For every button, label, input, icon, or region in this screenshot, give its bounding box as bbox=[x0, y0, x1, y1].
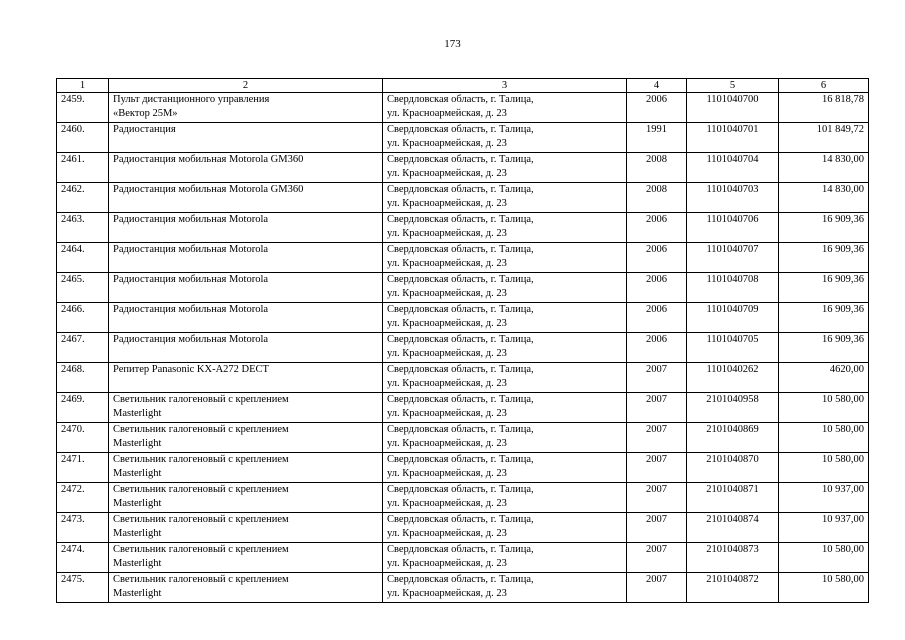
table-row bbox=[57, 513, 869, 543]
cost-cell: 10 580,00 bbox=[779, 543, 869, 573]
item-name-cell: Радиостанция мобильная Motorola bbox=[109, 213, 383, 243]
page-number: 173 bbox=[444, 38, 461, 50]
year-cell: 2007 bbox=[627, 483, 687, 513]
inventory-number-cell: 2101040871 bbox=[687, 483, 779, 513]
address-cell: Свердловская область, г. Талица, ул. Красноармейская, д. 23 bbox=[383, 93, 627, 123]
address-cell: Свердловская область, г. Талица, ул. Красноармейская, д. 23 bbox=[383, 243, 627, 273]
year-cell: 2006 bbox=[627, 273, 687, 303]
row-number-cell: 2468. bbox=[57, 363, 109, 393]
table-row bbox=[57, 363, 869, 393]
table-row bbox=[57, 213, 869, 243]
row-number-cell: 2467. bbox=[57, 333, 109, 363]
table-body bbox=[57, 93, 869, 603]
table-row bbox=[57, 483, 869, 513]
table-row bbox=[57, 123, 869, 153]
cost-cell: 10 937,00 bbox=[779, 483, 869, 513]
address-cell: Свердловская область, г. Талица, ул. Красноармейская, д. 23 bbox=[383, 183, 627, 213]
inventory-number-cell: 1101040700 bbox=[687, 93, 779, 123]
table-row bbox=[57, 423, 869, 453]
address-cell: Свердловская область, г. Талица, ул. Красноармейская, д. 23 bbox=[383, 363, 627, 393]
column-header: 5 bbox=[687, 79, 779, 93]
cost-cell: 14 830,00 bbox=[779, 153, 869, 183]
address-cell: Свердловская область, г. Талица, ул. Красноармейская, д. 23 bbox=[383, 303, 627, 333]
cost-cell: 14 830,00 bbox=[779, 183, 869, 213]
item-name-cell: Радиостанция мобильная Motorola bbox=[109, 303, 383, 333]
address-cell: Свердловская область, г. Талица, ул. Красноармейская, д. 23 bbox=[383, 543, 627, 573]
row-number-cell: 2475. bbox=[57, 573, 109, 603]
cost-cell: 16 909,36 bbox=[779, 333, 869, 363]
inventory-number-cell: 1101040707 bbox=[687, 243, 779, 273]
item-name-cell: Радиостанция мобильная Motorola bbox=[109, 243, 383, 273]
year-cell: 2006 bbox=[627, 213, 687, 243]
inventory-number-cell: 1101040708 bbox=[687, 273, 779, 303]
item-name-cell: Радиостанция мобильная Motorola bbox=[109, 333, 383, 363]
address-cell: Свердловская область, г. Талица, ул. Красноармейская, д. 23 bbox=[383, 393, 627, 423]
item-name-cell: Светильник галогеновый с креплением Masterlight bbox=[109, 573, 383, 603]
row-number-cell: 2466. bbox=[57, 303, 109, 333]
column-header: 6 bbox=[779, 79, 869, 93]
table-row bbox=[57, 393, 869, 423]
table-row bbox=[57, 273, 869, 303]
inventory-number-cell: 1101040704 bbox=[687, 153, 779, 183]
item-name-cell: Репитер Panasonic KX-A272 DECT bbox=[109, 363, 383, 393]
year-cell: 2007 bbox=[627, 363, 687, 393]
cost-cell: 16 909,36 bbox=[779, 213, 869, 243]
year-cell: 2006 bbox=[627, 333, 687, 363]
item-name-cell: Светильник галогеновый с креплением Masterlight bbox=[109, 543, 383, 573]
inventory-number-cell: 1101040262 bbox=[687, 363, 779, 393]
year-cell: 2007 bbox=[627, 393, 687, 423]
address-cell: Свердловская область, г. Талица, ул. Красноармейская, д. 23 bbox=[383, 123, 627, 153]
address-cell: Свердловская область, г. Талица, ул. Красноармейская, д. 23 bbox=[383, 333, 627, 363]
cost-cell: 10 580,00 bbox=[779, 453, 869, 483]
inventory-number-cell: 2101040869 bbox=[687, 423, 779, 453]
row-number-cell: 2465. bbox=[57, 273, 109, 303]
row-number-cell: 2473. bbox=[57, 513, 109, 543]
address-cell: Свердловская область, г. Талица, ул. Красноармейская, д. 23 bbox=[383, 453, 627, 483]
cost-cell: 16 909,36 bbox=[779, 303, 869, 333]
table-row bbox=[57, 93, 869, 123]
cost-cell: 10 937,00 bbox=[779, 513, 869, 543]
row-number-cell: 2472. bbox=[57, 483, 109, 513]
year-cell: 2007 bbox=[627, 453, 687, 483]
table-row bbox=[57, 153, 869, 183]
cost-cell: 10 580,00 bbox=[779, 573, 869, 603]
item-name-cell: Радиостанция мобильная Motorola GM360 bbox=[109, 183, 383, 213]
column-header: 3 bbox=[383, 79, 627, 93]
row-number-cell: 2471. bbox=[57, 453, 109, 483]
column-header: 4 bbox=[627, 79, 687, 93]
address-cell: Свердловская область, г. Талица, ул. Красноармейская, д. 23 bbox=[383, 513, 627, 543]
year-cell: 2006 bbox=[627, 93, 687, 123]
year-cell: 2007 bbox=[627, 513, 687, 543]
column-number-row bbox=[57, 79, 869, 93]
inventory-number-cell: 1101040703 bbox=[687, 183, 779, 213]
row-number-cell: 2461. bbox=[57, 153, 109, 183]
cost-cell: 10 580,00 bbox=[779, 423, 869, 453]
address-cell: Свердловская область, г. Талица, ул. Красноармейская, д. 23 bbox=[383, 423, 627, 453]
table-row bbox=[57, 543, 869, 573]
table-row bbox=[57, 333, 869, 363]
table-row bbox=[57, 303, 869, 333]
cost-cell: 4620,00 bbox=[779, 363, 869, 393]
row-number-cell: 2463. bbox=[57, 213, 109, 243]
row-number-cell: 2474. bbox=[57, 543, 109, 573]
address-cell: Свердловская область, г. Талица, ул. Красноармейская, д. 23 bbox=[383, 273, 627, 303]
year-cell: 1991 bbox=[627, 123, 687, 153]
address-cell: Свердловская область, г. Талица, ул. Красноармейская, д. 23 bbox=[383, 153, 627, 183]
item-name-cell: Светильник галогеновый с креплением Masterlight bbox=[109, 483, 383, 513]
inventory-number-cell: 2101040874 bbox=[687, 513, 779, 543]
item-name-cell: Светильник галогеновый с креплением Masterlight bbox=[109, 393, 383, 423]
address-cell: Свердловская область, г. Талица, ул. Красноармейская, д. 23 bbox=[383, 573, 627, 603]
inventory-number-cell: 2101040872 bbox=[687, 573, 779, 603]
row-number-cell: 2462. bbox=[57, 183, 109, 213]
item-name-cell: Светильник галогеновый с креплением Masterlight bbox=[109, 513, 383, 543]
property-registry-table bbox=[56, 78, 869, 603]
cost-cell: 16 909,36 bbox=[779, 243, 869, 273]
table-row bbox=[57, 183, 869, 213]
year-cell: 2007 bbox=[627, 543, 687, 573]
cost-cell: 16 909,36 bbox=[779, 273, 869, 303]
item-name-cell: Пульт дистанционного управления «Вектор 25М» bbox=[109, 93, 383, 123]
address-cell: Свердловская область, г. Талица, ул. Красноармейская, д. 23 bbox=[383, 483, 627, 513]
row-number-cell: 2469. bbox=[57, 393, 109, 423]
item-name-cell: Радиостанция bbox=[109, 123, 383, 153]
year-cell: 2007 bbox=[627, 573, 687, 603]
inventory-number-cell: 2101040870 bbox=[687, 453, 779, 483]
cost-cell: 16 818,78 bbox=[779, 93, 869, 123]
year-cell: 2008 bbox=[627, 183, 687, 213]
cost-cell: 101 849,72 bbox=[779, 123, 869, 153]
item-name-cell: Светильник галогеновый с креплением Masterlight bbox=[109, 423, 383, 453]
table-row bbox=[57, 573, 869, 603]
inventory-number-cell: 1101040701 bbox=[687, 123, 779, 153]
row-number-cell: 2460. bbox=[57, 123, 109, 153]
table-row bbox=[57, 453, 869, 483]
item-name-cell: Радиостанция мобильная Motorola GM360 bbox=[109, 153, 383, 183]
cost-cell: 10 580,00 bbox=[779, 393, 869, 423]
inventory-number-cell: 1101040706 bbox=[687, 213, 779, 243]
column-header: 1 bbox=[57, 79, 109, 93]
row-number-cell: 2459. bbox=[57, 93, 109, 123]
inventory-number-cell: 2101040958 bbox=[687, 393, 779, 423]
item-name-cell: Радиостанция мобильная Motorola bbox=[109, 273, 383, 303]
column-header: 2 bbox=[109, 79, 383, 93]
table-row bbox=[57, 243, 869, 273]
year-cell: 2007 bbox=[627, 423, 687, 453]
table-header bbox=[57, 79, 869, 93]
year-cell: 2006 bbox=[627, 303, 687, 333]
address-cell: Свердловская область, г. Талица, ул. Красноармейская, д. 23 bbox=[383, 213, 627, 243]
year-cell: 2006 bbox=[627, 243, 687, 273]
year-cell: 2008 bbox=[627, 153, 687, 183]
item-name-cell: Светильник галогеновый с креплением Masterlight bbox=[109, 453, 383, 483]
inventory-number-cell: 1101040709 bbox=[687, 303, 779, 333]
inventory-number-cell: 2101040873 bbox=[687, 543, 779, 573]
row-number-cell: 2464. bbox=[57, 243, 109, 273]
inventory-number-cell: 1101040705 bbox=[687, 333, 779, 363]
row-number-cell: 2470. bbox=[57, 423, 109, 453]
